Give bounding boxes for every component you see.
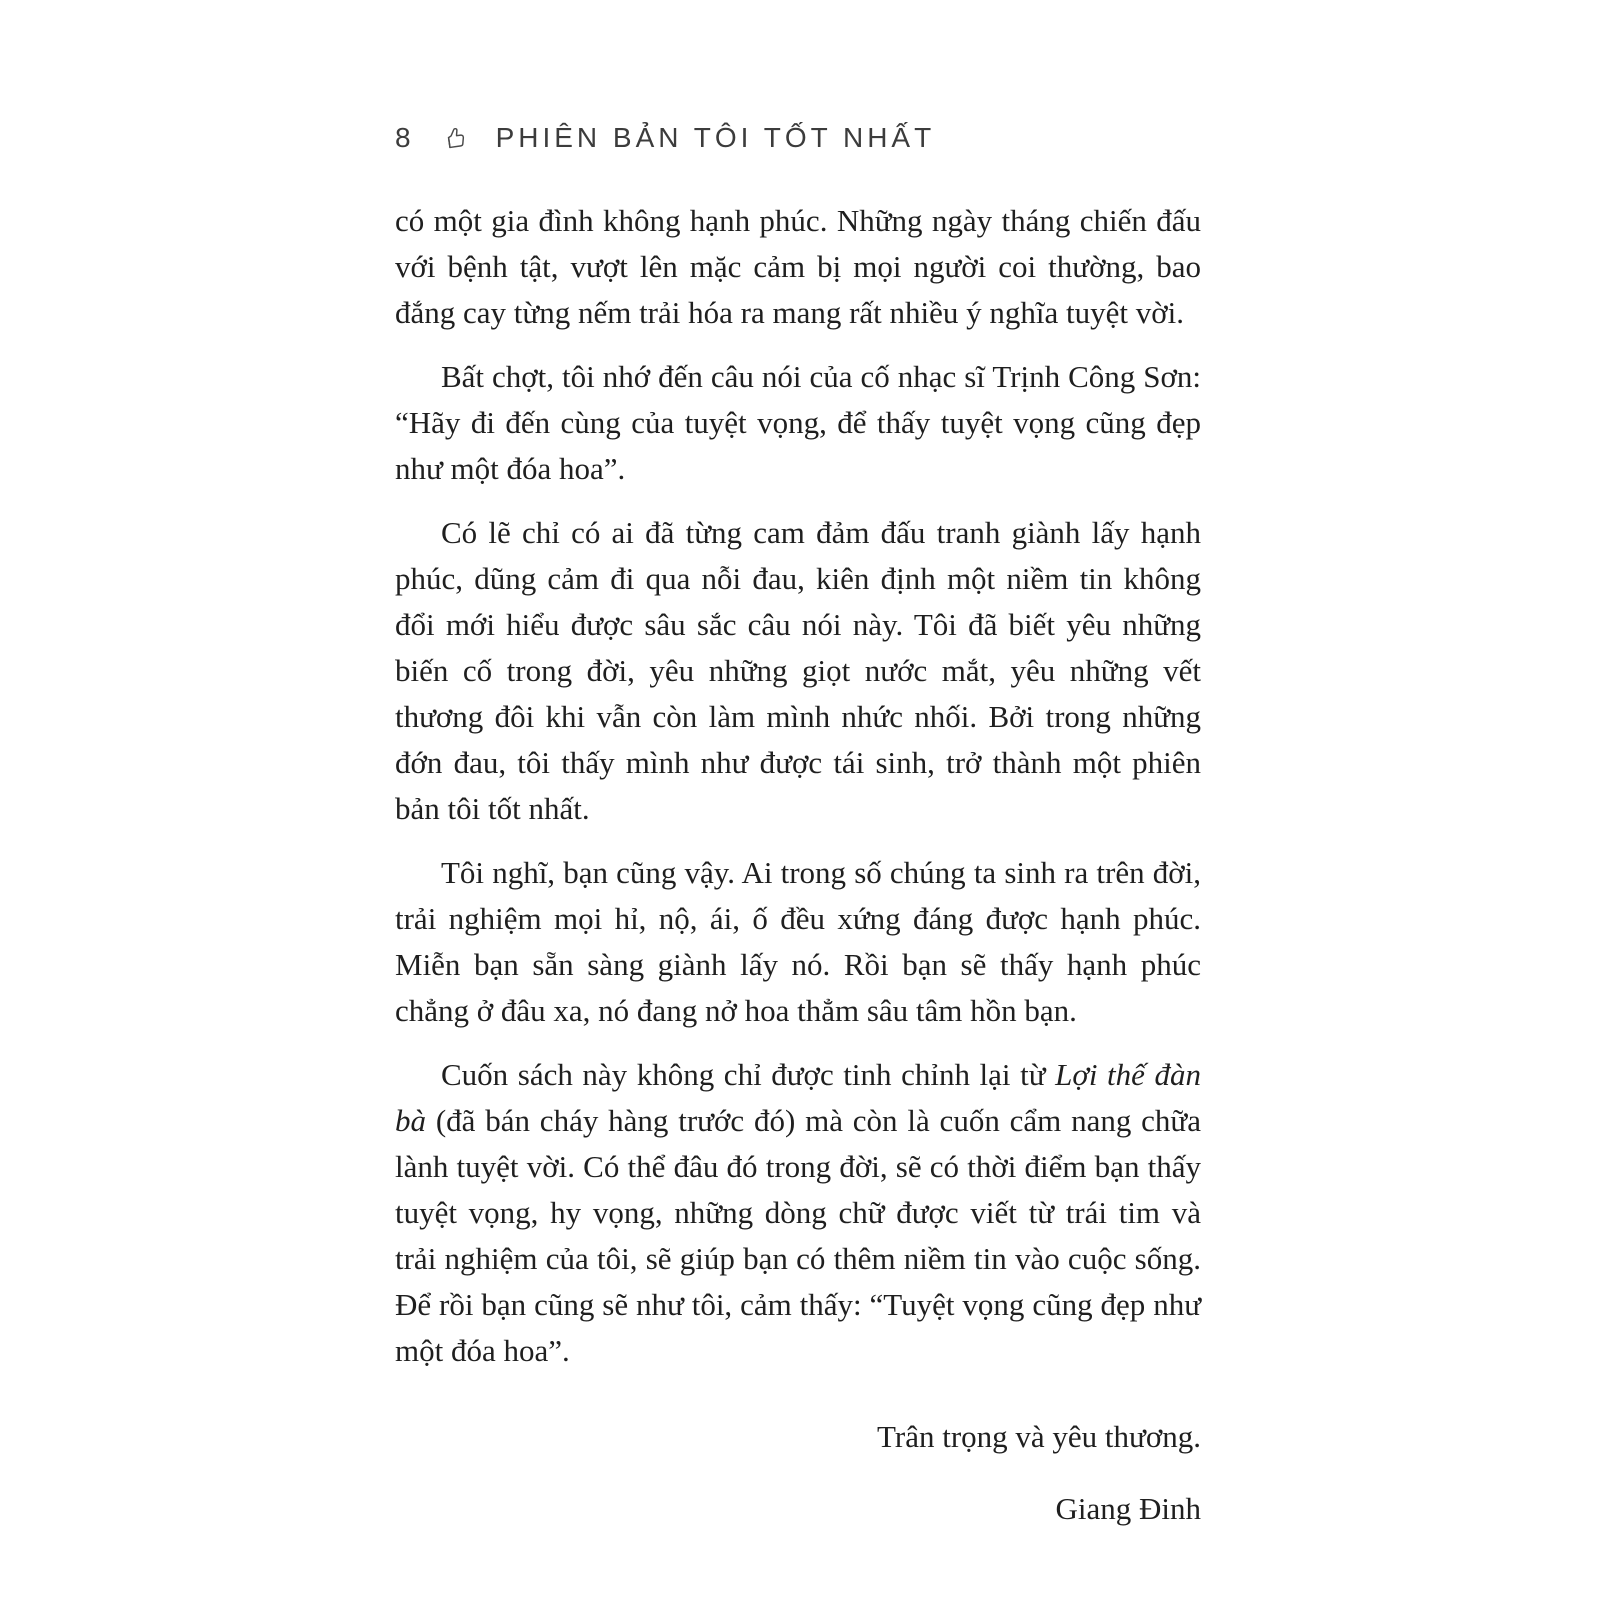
paragraph-2: Bất chợt, tôi nhớ đến câu nói của cố nhạc sĩ Trịnh Công Sơn: “Hãy đi đến cùng của tuyệt vọng, để thấy tuyệt vọng cũng đẹp như một đóa hoa”. — [395, 359, 1201, 486]
paragraph-1: có một gia đình không hạnh phúc. Những ngày tháng chiến đấu với bệnh tật, vượt lên mặc cảm bị mọi người coi thường, bao đắng cay từng nếm trải hóa ra mang rất nhiều ý nghĩa tuyệt vời. — [395, 203, 1201, 330]
page-content — [395, 122, 1201, 1532]
paragraph-5 — [395, 1052, 1201, 1374]
running-title: PHIÊN BẢN TÔI TỐT NHẤT — [495, 122, 936, 153]
signature-closing: Trân trọng và yêu thương. — [877, 1419, 1201, 1454]
paragraph-4: Tôi nghĩ, bạn cũng vậy. Ai trong số chúng ta sinh ra trên đời, trải nghiệm mọi hỉ, nộ, ái, ố đều xứng đáng được hạnh phúc. Miễn bạn sẵn sàng giành lấy nó. Rồi bạn sẽ thấy hạnh phúc chẳng ở đâu xa, nó đang nở hoa thẳm sâu tâm hồn bạn. — [395, 855, 1201, 1028]
running-header — [395, 122, 1201, 154]
paragraph-3: Có lẽ chỉ có ai đã từng cam đảm đấu tranh giành lấy hạnh phúc, dũng cảm đi qua nỗi đau, kiên định một niềm tin không đổi mới hiểu được sâu sắc câu nói này. Tôi đã biết yêu những biến cố trong đời, yêu những giọt nước mắt, yêu những vết thương đôi khi vẫn còn làm mình nhức nhối. Bởi trong những đớn đau, tôi thấy mình như được tái sinh, trở thành một phiên bản tôi tốt nhất. — [395, 515, 1201, 826]
referenced-book-title: Lợi thế đàn bà — [395, 1057, 1201, 1138]
signature-block — [395, 1414, 1201, 1532]
paragraph-5-lead: Cuốn sách này không chỉ được tinh chỉnh lại từ — [441, 1057, 1056, 1092]
page-number: 8 — [395, 122, 415, 153]
paragraph-5-rest: (đã bán cháy hàng trước đó) mà còn là cuốn cẩm nang chữa lành tuyệt vời. Có thể đâu đó trong đời, sẽ có thời điểm bạn thấy tuyệt vọng, hy vọng, những dòng chữ được viết từ trái tim và trải nghiệm của tôi, sẽ giúp bạn có thêm niềm tin vào cuộc sống. Để rồi bạn cũng sẽ như tôi, cảm thấy: “Tuyệt vọng cũng đẹp như một đóa hoa”. — [395, 1103, 1201, 1368]
thumbs-up-icon — [439, 123, 469, 153]
signature-author-name: Giang Đinh — [1055, 1491, 1201, 1526]
